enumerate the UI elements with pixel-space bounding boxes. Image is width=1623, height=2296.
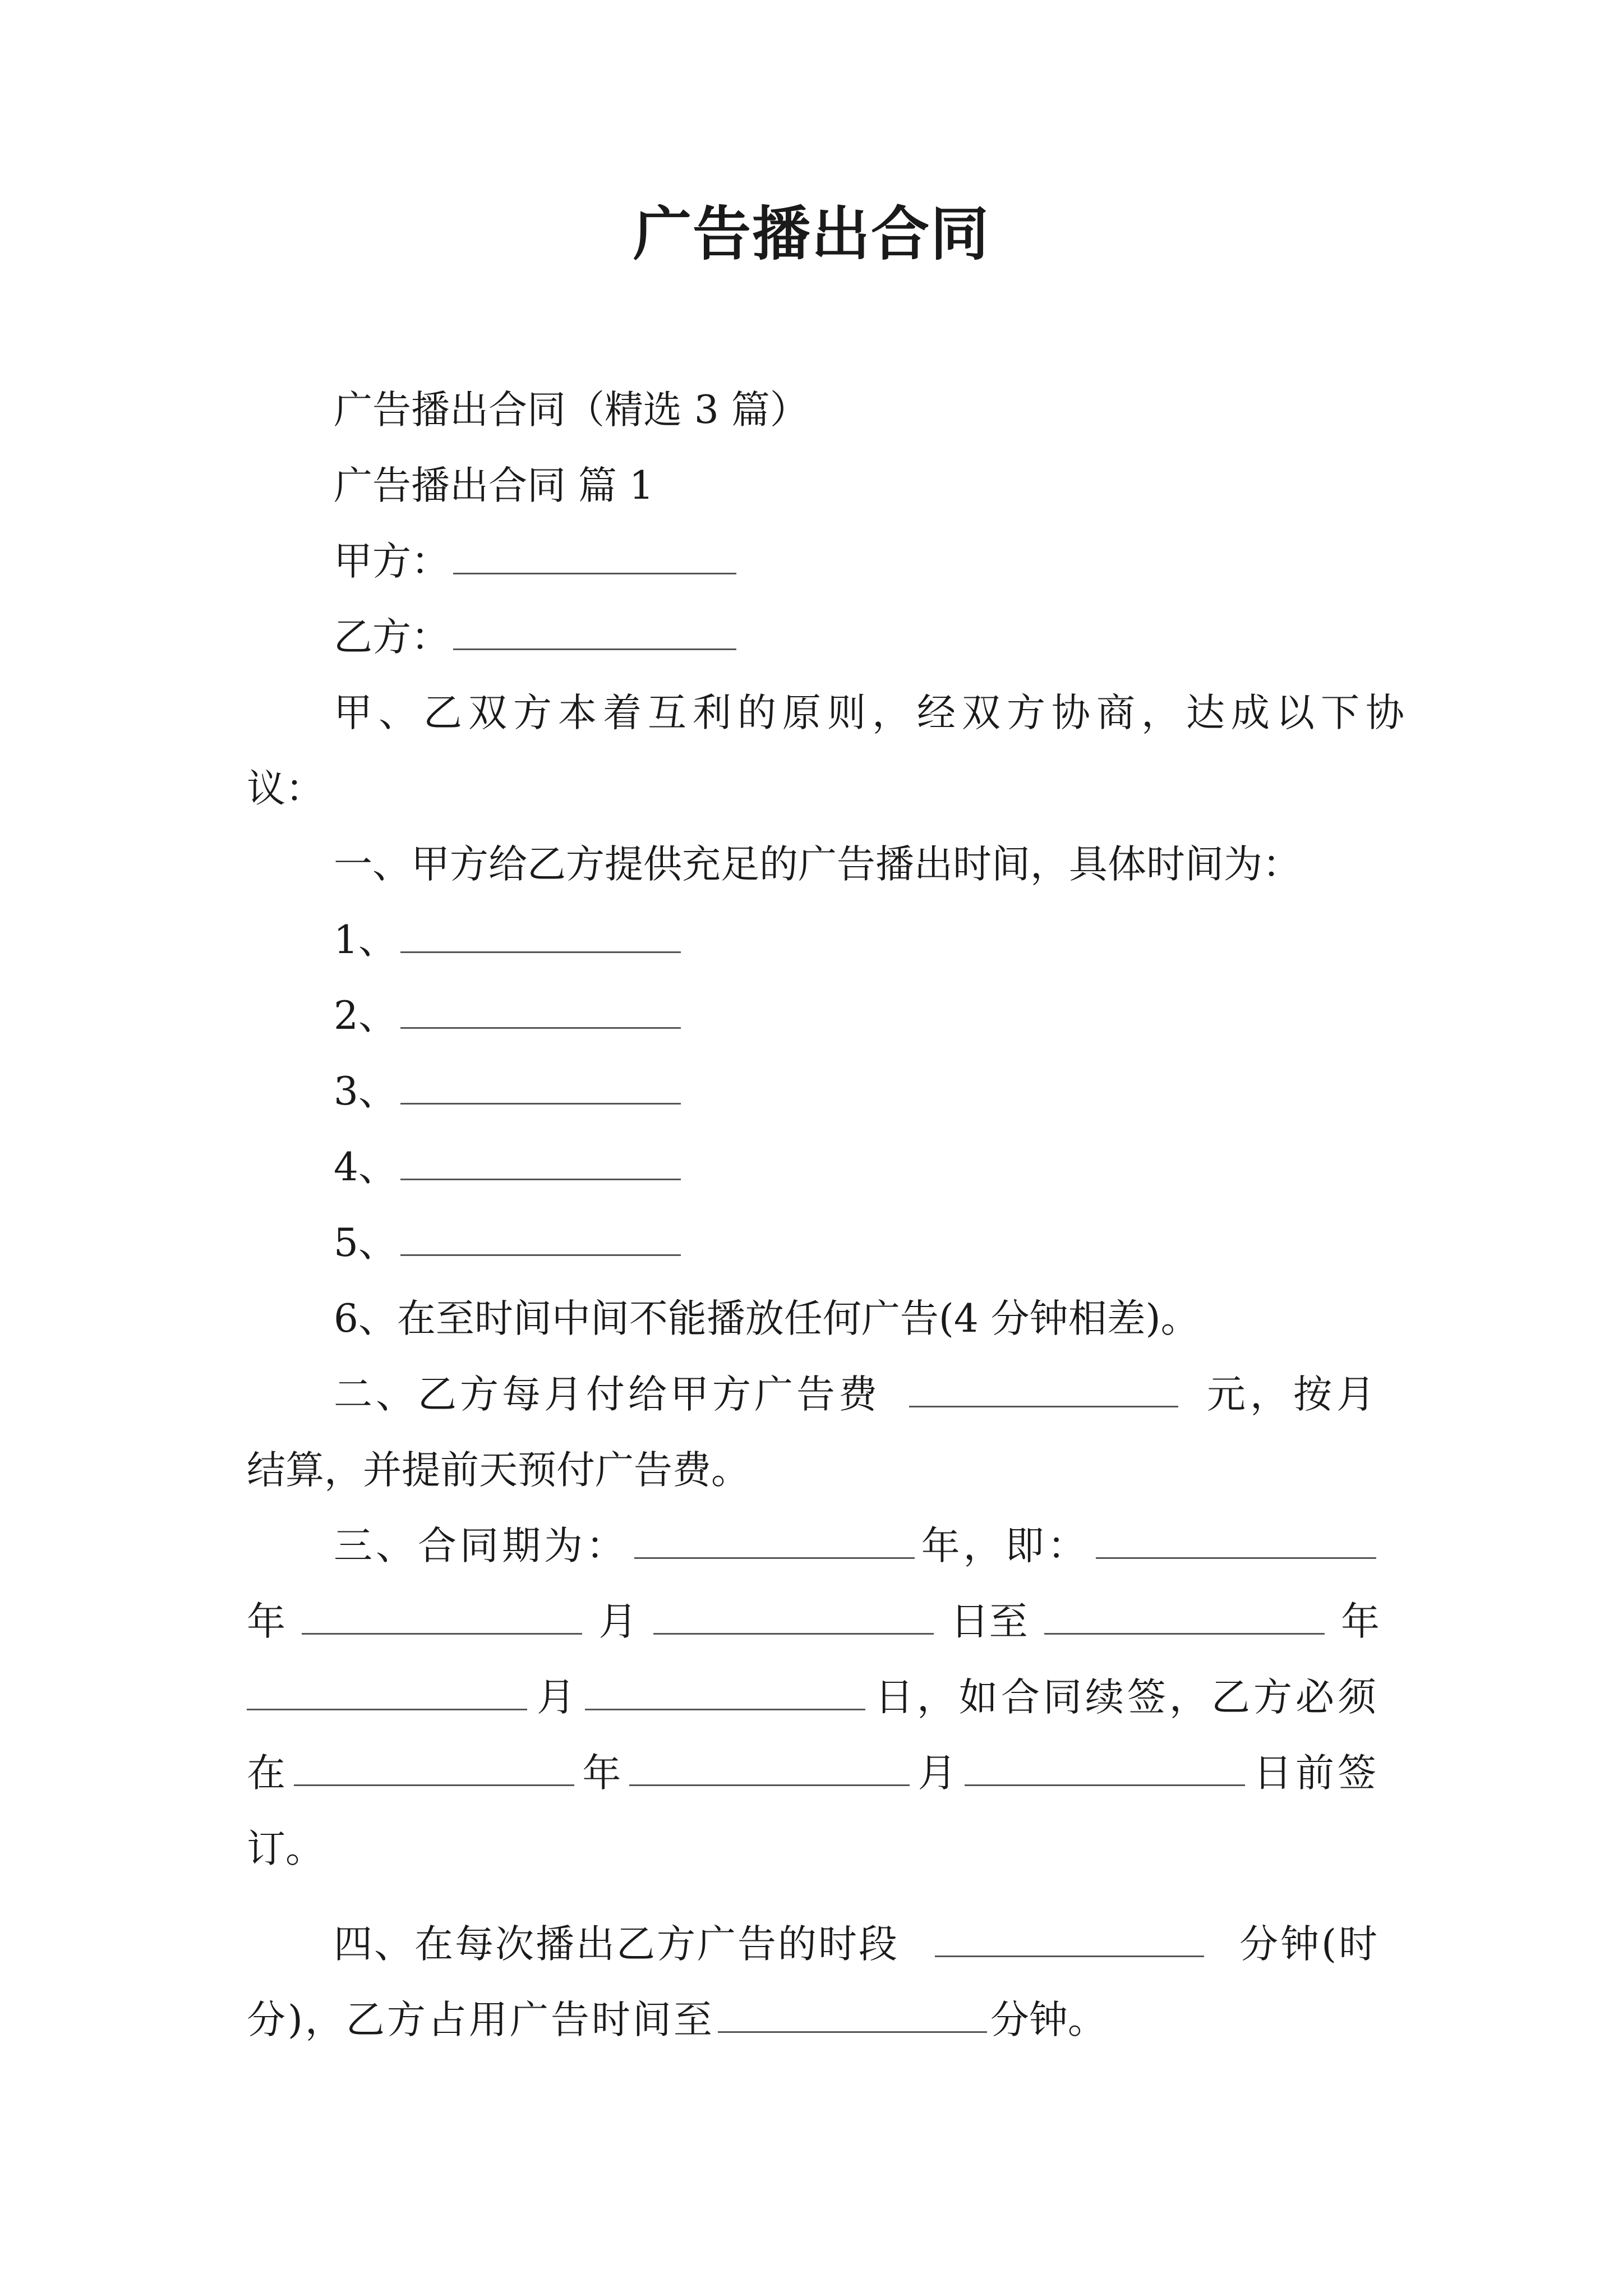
clause-3-line-3 bbox=[247, 1674, 1380, 1721]
day-before-sign-label: 日前签 bbox=[1253, 1751, 1380, 1796]
occupy-minutes-blank bbox=[718, 1998, 987, 2033]
clause-2-line-1 bbox=[334, 1372, 1380, 1418]
clause-4-line-1 bbox=[334, 1921, 1380, 1968]
party-a-label: 甲方： bbox=[334, 539, 450, 584]
end-month-blank bbox=[247, 1675, 527, 1710]
clause-4-text-d: 分钟。 bbox=[990, 1998, 1106, 2042]
end-year-blank bbox=[1044, 1599, 1325, 1635]
year-label-1: 年 bbox=[247, 1599, 285, 1644]
item-4 bbox=[334, 1144, 1380, 1191]
item-1 bbox=[334, 917, 1380, 964]
item-5-number: 5、 bbox=[334, 1221, 397, 1266]
item-6: 6、在至时间中间不能播放任何广告(4 分钟相差)。 bbox=[334, 1296, 1200, 1341]
clause-4-text-a: 四、在每次播出乙方广告的时段 bbox=[334, 1922, 899, 1967]
clause-1: 一、甲方给乙方提供充足的广告播出时间，具体时间为： bbox=[334, 842, 1301, 887]
clause-4-text-b: 分钟(时 bbox=[1239, 1922, 1380, 1967]
clause-2-text-a: 二、乙方每月付给甲方广告费 bbox=[334, 1372, 880, 1417]
clause-4-text-c: 分)，乙方占用广告时间至 bbox=[247, 1998, 714, 2042]
renew-year-blank bbox=[294, 1751, 574, 1786]
document-title: 广告播出合同 bbox=[633, 199, 990, 268]
slot-minutes-blank bbox=[935, 1922, 1204, 1957]
clause-3-text-a: 三、合同期为： bbox=[334, 1524, 628, 1568]
clause-3-end: 订。 bbox=[247, 1826, 324, 1871]
item-2 bbox=[334, 993, 1380, 1039]
term-years-blank bbox=[634, 1524, 915, 1559]
item-1-blank bbox=[400, 918, 681, 953]
item-3-number: 3、 bbox=[334, 1069, 397, 1114]
party-b-label: 乙方： bbox=[334, 615, 450, 660]
item-4-blank bbox=[400, 1145, 681, 1180]
month-label-2: 月 bbox=[537, 1675, 575, 1720]
item-1-number: 1、 bbox=[334, 918, 397, 963]
clause-3-text-b: 年，即： bbox=[921, 1524, 1090, 1568]
start-year-blank bbox=[1096, 1524, 1376, 1559]
subtitle: 广告播出合同（精选 3 篇） bbox=[334, 388, 809, 432]
intro-line-1 bbox=[334, 690, 1410, 737]
start-month-blank bbox=[653, 1599, 934, 1635]
end-day-blank bbox=[585, 1675, 865, 1710]
intro-line-2: 议： bbox=[247, 766, 324, 811]
section-heading: 广告播出合同 篇 1 bbox=[334, 463, 654, 508]
party-b-line bbox=[334, 614, 1380, 661]
clause-3-line-2 bbox=[247, 1599, 1380, 1645]
month-label-1: 月 bbox=[598, 1599, 638, 1644]
clause-2-text-b: 元，按月 bbox=[1207, 1372, 1380, 1417]
ad-fee-blank bbox=[909, 1372, 1178, 1407]
item-3 bbox=[334, 1069, 1380, 1115]
clause-3-line-4 bbox=[247, 1750, 1380, 1797]
renew-day-blank bbox=[965, 1751, 1245, 1786]
item-5-blank bbox=[400, 1221, 681, 1256]
month-label-3: 月 bbox=[917, 1751, 957, 1796]
day-to-label: 日至 bbox=[950, 1599, 1028, 1644]
clause-3-renewal-text: 日，如合同续签，乙方必须 bbox=[875, 1675, 1380, 1720]
item-2-blank bbox=[400, 993, 681, 1029]
year-label-3: 年 bbox=[582, 1751, 621, 1796]
party-a-line bbox=[334, 539, 1380, 585]
party-a-blank bbox=[453, 539, 736, 574]
intro-text: 甲、乙双方本着互利的原则，经双方协商，达成以下协 bbox=[334, 691, 1410, 735]
renew-month-blank bbox=[629, 1751, 910, 1786]
clause-2-line-2: 结算，并提前天预付广告费。 bbox=[247, 1448, 750, 1493]
at-label: 在 bbox=[247, 1751, 285, 1796]
clause-3-line-1 bbox=[334, 1523, 1380, 1570]
item-4-number: 4、 bbox=[334, 1145, 397, 1190]
party-b-blank bbox=[453, 615, 736, 650]
item-2-number: 2、 bbox=[334, 993, 397, 1038]
item-3-blank bbox=[400, 1069, 681, 1105]
start-year-value-blank bbox=[302, 1599, 582, 1635]
year-label-2: 年 bbox=[1340, 1599, 1380, 1644]
clause-4-line-2 bbox=[247, 1997, 1380, 2044]
item-5 bbox=[334, 1220, 1380, 1267]
